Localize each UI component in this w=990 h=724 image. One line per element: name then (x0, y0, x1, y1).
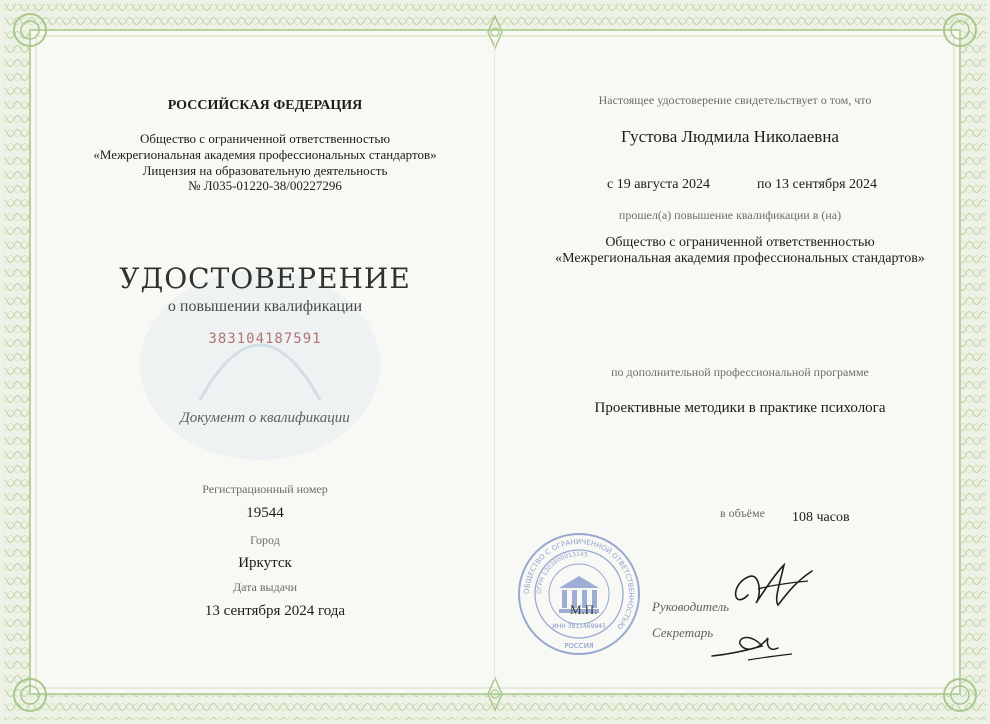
official-stamp-icon (515, 530, 643, 658)
document-subtitle: о повышении квалификации (167, 298, 363, 315)
top-center-ornament-icon (480, 14, 510, 50)
holder-name: Густова Людмила Николаевна (621, 127, 839, 146)
blank-number: 383104187591 (208, 331, 322, 347)
registration-number-label: Регистрационный номер (202, 482, 328, 496)
secretary-label: Секретарь (652, 625, 714, 640)
license-line: Лицензия на образовательную деятельность (142, 163, 388, 178)
program-label: по дополнительной профессиональной программе (611, 365, 869, 379)
corner-ornament-icon (5, 5, 55, 55)
secretary-signature-icon (708, 620, 798, 665)
stamp-place-label: М.П. (570, 602, 598, 617)
training-org-line2: «Межрегиональная академия профессиональных стандартов» (555, 251, 925, 266)
certifies-text: Настоящее удостоверение свидетельствует о том, что (598, 93, 872, 107)
city-value: Иркутск (238, 555, 292, 571)
city-label: Город (250, 533, 280, 547)
period-start: с 19 августа 2024 (607, 177, 710, 192)
stamp-ring-text: ОБЩЕСТВО С ОГРАНИЧЕННОЙ ОТВЕТСТВЕННОСТЬЮ (522, 537, 636, 631)
corner-ornament-icon (935, 5, 985, 55)
corner-ornament-icon (935, 670, 985, 720)
country-heading: РОССИЙСКАЯ ФЕДЕРАЦИЯ (167, 98, 363, 113)
training-label: прошел(а) повышение квалификации в (на) (618, 208, 842, 222)
volume-value: 108 часов (792, 510, 850, 525)
document-type: Документ о квалификации (180, 410, 350, 426)
training-org-line1: Общество с ограниченной ответственностью (605, 235, 875, 250)
bottom-center-ornament-icon (480, 676, 510, 712)
org-name-line2: «Межрегиональная академия профессиональных стандартов» (93, 147, 437, 162)
page-divider (494, 40, 495, 680)
corner-ornament-icon (5, 670, 55, 720)
issue-date-value: 13 сентября 2024 года (204, 603, 346, 619)
stamp-ogrn: ОГРН 1203800013145 (535, 550, 589, 595)
issue-date-label: Дата выдачи (232, 580, 298, 594)
volume-label: в объёме (720, 506, 765, 520)
head-signature-icon (728, 555, 818, 615)
org-name-line1: Общество с ограниченной ответственностью (139, 131, 391, 146)
head-label: Руководитель (652, 599, 730, 614)
stamp-inn: ИНН 3811469945 (552, 623, 606, 630)
program-name: Проективные методики в практике психолога (594, 400, 886, 416)
license-number: № Л035-01220-38/00227296 (188, 178, 342, 193)
period-end: по 13 сентября 2024 (757, 177, 878, 192)
document-title: УДОСТОВЕРЕНИЕ (119, 262, 411, 295)
stamp-country: РОССИЯ (564, 642, 594, 650)
registration-number-value: 19544 (246, 505, 284, 521)
